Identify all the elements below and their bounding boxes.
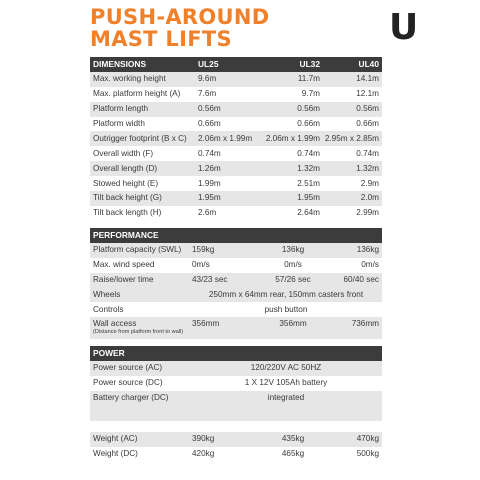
dimension-label: Platform length xyxy=(93,104,149,114)
performance-row xyxy=(90,243,382,258)
power-value: 1 X 12V 105Ah battery xyxy=(244,378,328,388)
dimension-row xyxy=(90,176,382,191)
controls-value: push button xyxy=(264,304,308,314)
value-ul25: 1.26m xyxy=(198,163,221,173)
wall-access-ul40: 736mm xyxy=(351,319,379,329)
dimension-label: Platform width xyxy=(93,119,145,128)
value-ul40: 0.56m xyxy=(356,104,379,114)
value-ul25: 9.6m xyxy=(198,74,217,84)
value-ul25: 159kg xyxy=(192,245,215,255)
value-ul32: 0.66m xyxy=(297,119,320,128)
value-ul25: 0.56m xyxy=(198,104,221,114)
wall-access-row xyxy=(90,317,382,339)
model-ul25-heading: UL25 xyxy=(198,59,219,70)
wall-access-ul25: 356mm xyxy=(192,319,220,329)
value-ul40: 2.95m x 2.85m xyxy=(324,133,379,143)
value-ul40: 14.1m xyxy=(356,74,379,84)
value-ul25: 420kg xyxy=(192,449,215,459)
value-ul25: 1.95m xyxy=(198,193,221,203)
power-blank-row xyxy=(90,406,382,421)
value-ul32: 2.06m x 1.99m xyxy=(265,133,320,143)
dimension-row xyxy=(90,191,382,206)
performance-row xyxy=(90,258,382,273)
dimension-row xyxy=(90,161,382,176)
weight-row xyxy=(90,432,382,447)
value-ul32: 11.7m xyxy=(297,74,320,84)
power-value: integrated xyxy=(267,393,305,403)
performance-label: Raise/lower time xyxy=(93,275,154,285)
dimension-row xyxy=(90,206,382,221)
controls-label: Controls xyxy=(93,304,124,314)
model-ul32-heading: UL32 xyxy=(299,59,320,70)
value-ul32: 1.95m xyxy=(297,193,320,203)
dimension-label: Tilt back height (G) xyxy=(93,193,162,203)
power-header-row xyxy=(90,346,382,361)
value-ul25: 390kg xyxy=(192,434,215,444)
dimension-label: Outrigger footprint (B x C) xyxy=(93,133,187,143)
wall-access-note: (Distance from platform front to wall) xyxy=(93,329,184,336)
dimension-row xyxy=(90,87,382,102)
title-line-2: MAST LIFTS xyxy=(90,27,232,51)
dimension-row xyxy=(90,102,382,117)
weight-table xyxy=(90,432,382,462)
value-ul40: 2.0m xyxy=(360,193,379,203)
wall-access-label-cell xyxy=(90,319,190,336)
dimension-label: Overall width (F) xyxy=(93,148,154,158)
value-ul25: 43/23 sec xyxy=(192,275,228,285)
performance-label: Max. wind speed xyxy=(93,260,155,270)
value-ul25: 0.74m xyxy=(198,148,221,158)
dimension-row xyxy=(90,146,382,161)
title-line-1: PUSH-AROUND xyxy=(90,5,270,29)
power-row xyxy=(90,361,382,376)
dimensions-table xyxy=(90,57,382,221)
value-ul40: 0.74m xyxy=(356,148,379,158)
wheels-label: Wheels xyxy=(93,290,121,299)
value-ul32: 2.51m xyxy=(297,178,320,188)
value-ul40: 12.1m xyxy=(356,89,379,99)
power-label: Power source (DC) xyxy=(93,378,163,388)
value-ul40: 1.32m xyxy=(356,163,379,173)
value-ul25: 0m/s xyxy=(192,260,210,270)
wheels-value: 250mm x 64mm rear, 150mm casters front xyxy=(208,290,364,299)
performance-row xyxy=(90,273,382,288)
value-ul40: 60/40 sec xyxy=(343,275,379,285)
performance-label: Platform capacity (SWL) xyxy=(93,245,182,255)
power-heading: POWER xyxy=(93,348,125,359)
value-ul25: 2.06m x 1.99m xyxy=(198,133,253,143)
performance-heading: PERFORMANCE xyxy=(93,230,159,241)
value-ul32: 1.32m xyxy=(297,163,320,173)
value-ul25: 0.66m xyxy=(198,119,221,128)
dimension-label: Overall length (D) xyxy=(93,163,158,173)
value-ul40: 0.66m xyxy=(356,119,379,128)
value-ul32: 136kg xyxy=(281,245,305,255)
power-value: 120/220V AC 50HZ xyxy=(250,363,322,373)
value-ul32: 465kg xyxy=(281,449,305,459)
controls-row xyxy=(90,302,382,317)
value-ul32: 0m/s xyxy=(284,260,302,270)
power-label: Power source (AC) xyxy=(93,363,163,373)
value-ul40: 2.99m xyxy=(356,208,379,218)
power-label: Battery charger (DC) xyxy=(93,393,169,403)
value-ul25: 7.6m xyxy=(198,89,217,99)
dimension-label: Tilt back length (H) xyxy=(93,208,162,218)
value-ul25: 1.99m xyxy=(198,178,221,188)
performance-header-row xyxy=(90,228,382,243)
wall-access-label: Wall access xyxy=(93,319,137,329)
dimension-row xyxy=(90,72,382,87)
value-ul25: 2.6m xyxy=(198,208,217,218)
value-ul32: 2.64m xyxy=(297,208,320,218)
value-ul40: 2.9m xyxy=(360,178,379,188)
model-ul40-heading: UL40 xyxy=(358,59,379,70)
value-ul40: 0m/s xyxy=(361,260,379,270)
value-ul32: 0.74m xyxy=(297,148,320,158)
value-ul40: 136kg xyxy=(356,245,379,255)
weight-label: Weight (AC) xyxy=(93,434,138,444)
performance-table xyxy=(90,228,382,339)
power-table xyxy=(90,346,382,421)
dimension-label: Max. platform height (A) xyxy=(93,89,181,99)
weight-row xyxy=(90,447,382,462)
dimension-row xyxy=(90,117,382,132)
value-ul40: 470kg xyxy=(356,434,379,444)
dimensions-header-row xyxy=(90,57,382,72)
page-title xyxy=(90,6,270,50)
value-ul32: 57/26 sec xyxy=(275,275,311,285)
value-ul40: 500kg xyxy=(356,449,379,459)
dimensions-heading: DIMENSIONS xyxy=(93,59,147,70)
power-row xyxy=(90,376,382,391)
value-ul32: 435kg xyxy=(281,434,305,444)
wall-access-ul32: 356mm xyxy=(279,319,307,329)
power-row xyxy=(90,391,382,406)
weight-label: Weight (DC) xyxy=(93,449,138,459)
dimension-row xyxy=(90,131,382,146)
value-ul32: 0.56m xyxy=(297,104,320,114)
dimension-label: Stowed height (E) xyxy=(93,178,159,188)
value-ul32: 9.7m xyxy=(301,89,320,99)
wheels-row xyxy=(90,288,382,303)
dimension-label: Max. working height xyxy=(93,74,166,84)
brand-logo: U xyxy=(389,7,419,48)
